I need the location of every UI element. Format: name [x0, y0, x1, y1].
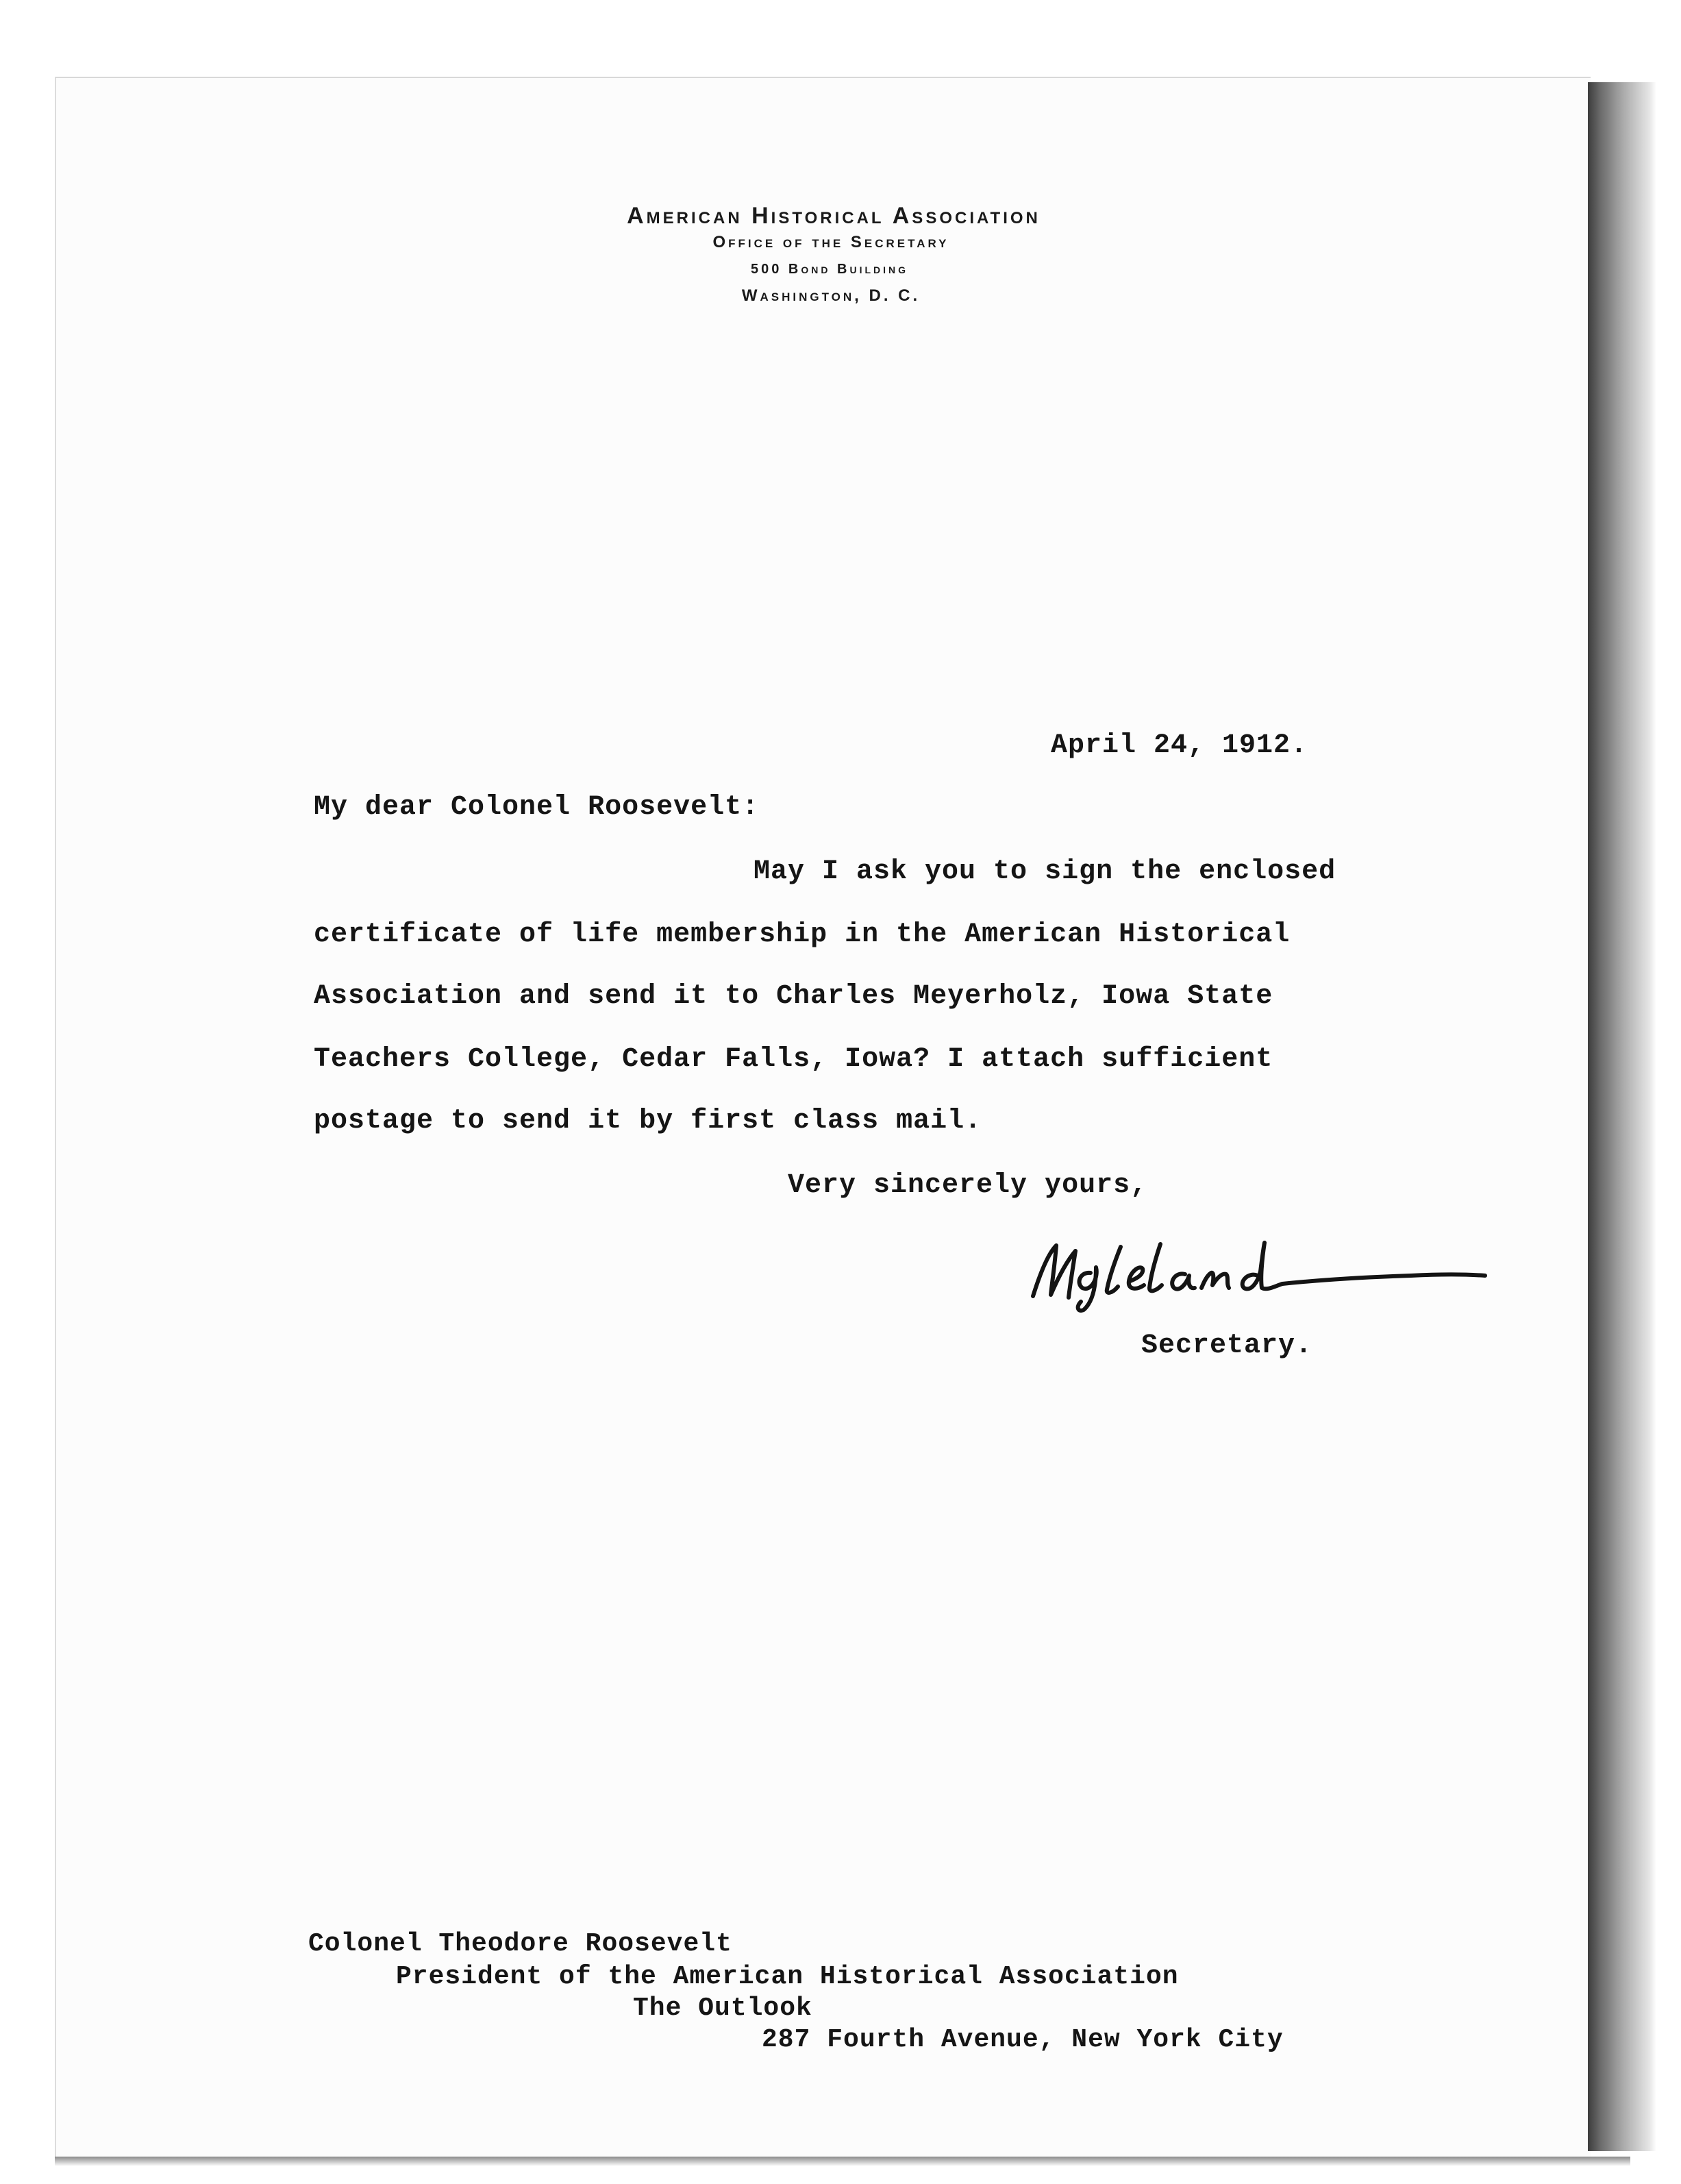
- paper-bottom-shadow: [55, 2157, 1630, 2166]
- address-line: The Outlook: [633, 1994, 812, 2023]
- letterhead-city: Washington, D. C.: [741, 286, 921, 305]
- letter-date: April 24, 1912.: [1051, 730, 1308, 761]
- letterhead-office: Office of the Secretary: [712, 233, 949, 251]
- body-line: postage to send it by first class mail.: [314, 1106, 982, 1137]
- letterhead-building: 500 Bond Building: [750, 262, 909, 277]
- letter-salutation: My dear Colonel Roosevelt:: [314, 792, 760, 823]
- letterhead-organization: American Historical Association: [627, 203, 1041, 229]
- body-line: certificate of life membership in the American Historical: [314, 919, 1291, 950]
- handwritten-signature: [1028, 1233, 1493, 1315]
- address-line: President of the American Historical Association: [396, 1962, 1179, 1991]
- body-line: Association and send it to Charles Meyerholz, Iowa State: [314, 981, 1273, 1012]
- address-line: Colonel Theodore Roosevelt: [308, 1929, 732, 1959]
- paper-edge-shadow: [1588, 82, 1656, 2151]
- body-line: May I ask you to sign the enclosed: [754, 856, 1336, 887]
- letter-closing: Very sincerely yours,: [788, 1170, 1148, 1201]
- body-line: Teachers College, Cedar Falls, Iowa? I attach sufficient: [314, 1044, 1273, 1075]
- signer-title: Secretary.: [1141, 1330, 1313, 1361]
- address-line: 287 Fourth Avenue, New York City: [762, 2025, 1284, 2055]
